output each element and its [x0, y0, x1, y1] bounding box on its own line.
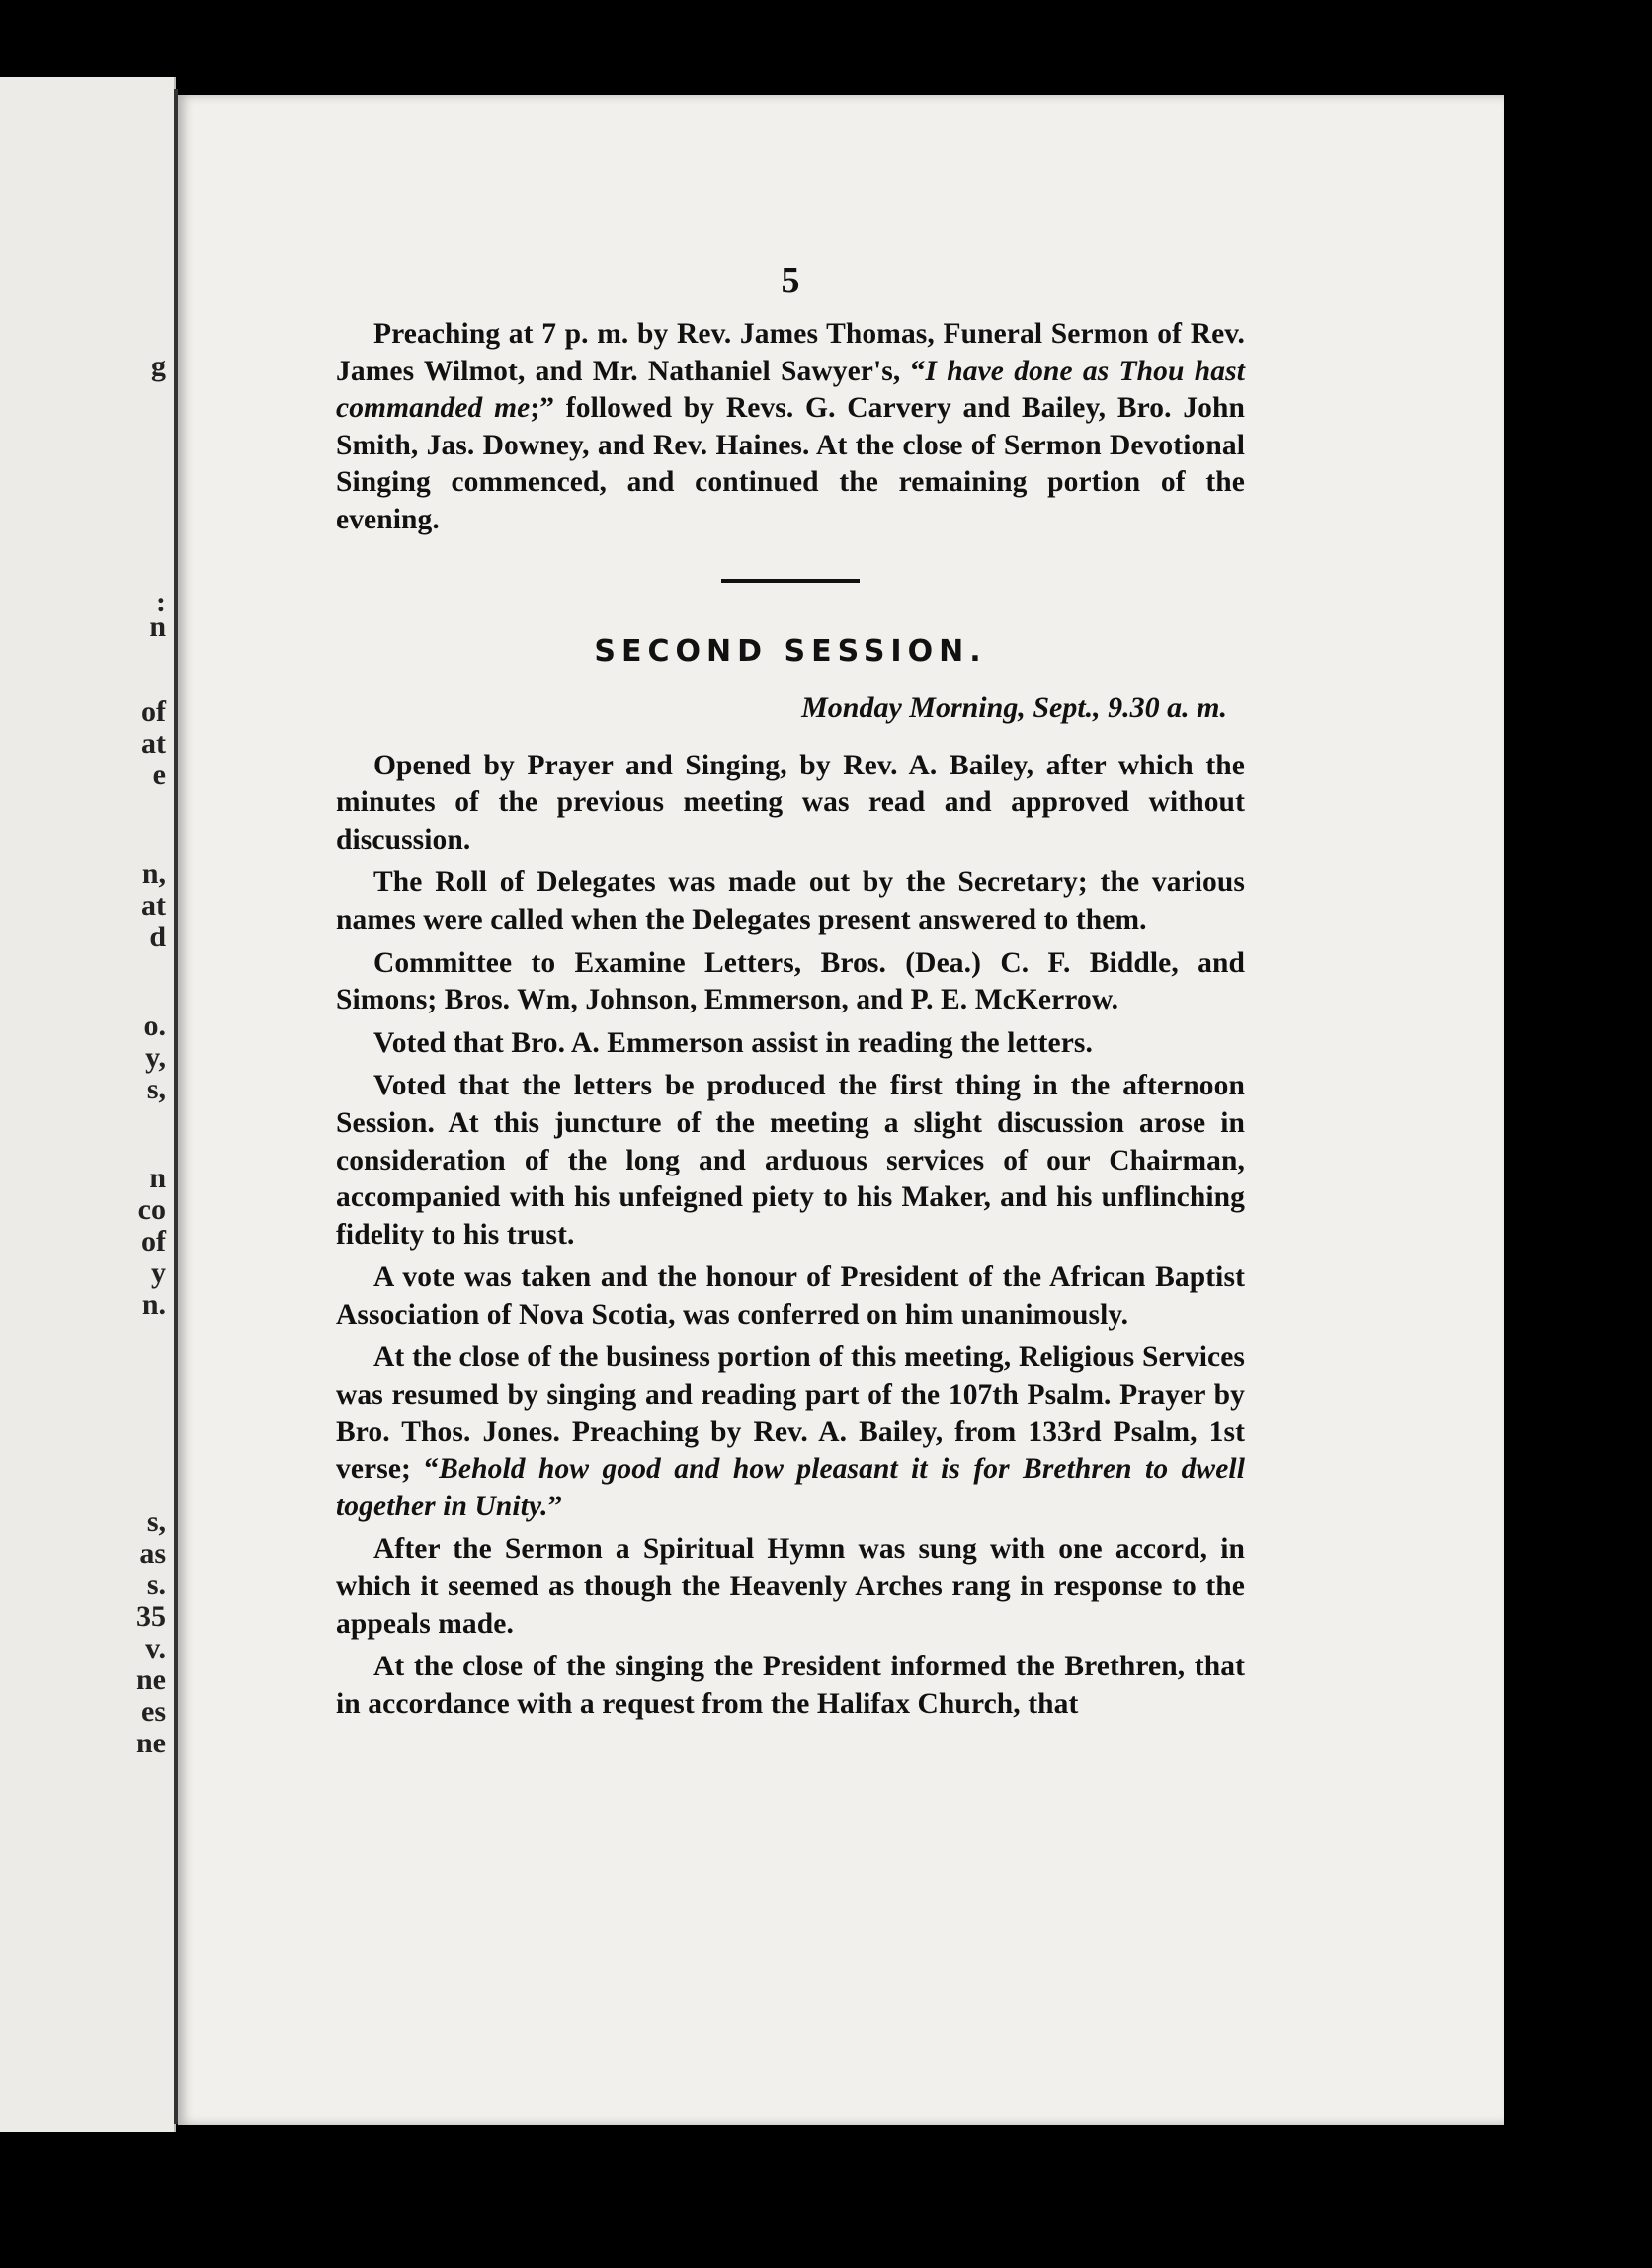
paragraph: Opened by Prayer and Singing, by Rev. A. Bailey, after which the minutes of the previous meeting was read and approved without discussion. [336, 749, 1245, 855]
fragment: at [141, 727, 166, 760]
fragment: e [152, 759, 166, 791]
fragment: n. [141, 1288, 166, 1321]
fragment: at [141, 889, 166, 922]
session-heading: SECOND SESSION. [594, 633, 987, 669]
text-run: At the close of the business portion of this meeting, Religious Services was resumed by singing and reading part of the 107th Psalm. Prayer by Bro. Thos. Jones. Preaching by Rev. A. Bailey, from 133rd Psalm, 1st verse; “ [336, 1341, 1245, 1486]
text-run: ” [547, 1490, 563, 1522]
paragraph-funeral-sermon [336, 316, 1245, 539]
section-divider [721, 579, 860, 583]
paragraph-psalm [336, 1339, 1245, 1525]
page-right [178, 95, 1504, 2125]
fragment: y [151, 1256, 166, 1289]
fragment: s, [146, 1073, 166, 1105]
fragment: co [137, 1193, 166, 1226]
fragment: o. [143, 1010, 166, 1042]
fragment: y, [145, 1041, 166, 1074]
page-number: 5 [781, 260, 800, 301]
facing-page-left [0, 77, 176, 2132]
session-dateline: Monday Morning, Sept., 9.30 a. m. [801, 690, 1227, 724]
fragment: s. [146, 1569, 166, 1601]
page-text-block [336, 261, 1245, 1729]
paragraph: Committee to Examine Letters, Bros. (Dea.) C. F. Biddle, and Simons; Bros. Wm, Johnson, Emmerson, and P. E. McKerrow. [336, 946, 1245, 1016]
fragment: ne [136, 1727, 166, 1759]
text-run: Preaching at 7 p. m. by Rev. James Thomas, Funeral Sermon of Rev. James Wilmot, and Mr. Nathaniel Sawyer's, “ [336, 318, 1245, 387]
fragment: 35 [136, 1600, 166, 1633]
fragment: ne [136, 1663, 166, 1696]
fragment: es [141, 1695, 166, 1728]
paragraph: After the Sermon a Spiritual Hymn was sung with one accord, in which it seemed as though the Heavenly Arches rang in response to the appeals made. [336, 1533, 1245, 1640]
fragment: s, [146, 1505, 166, 1538]
fragment: : [156, 586, 166, 618]
fragment: d [149, 921, 166, 953]
fragment: n [149, 1162, 166, 1194]
quoted-text: I have done as Thou hast commanded me [336, 355, 1246, 425]
paragraph: A vote was taken and the honour of President of the African Baptist Association of Nova Scotia, was conferred on him unanimously. [336, 1261, 1245, 1331]
paragraph: The Roll of Delegates was made out by the Secretary; the various names were called when the Delegates present answered to them. [336, 866, 1245, 935]
fragment: g [151, 350, 166, 382]
paragraph: Voted that the letters be produced the first thing in the afternoon Session. At this juncture of the meeting a slight discussion arose in consideration of the long and arduous services of our Chairman, accompanied with his unfeigned piety to his Maker, and his unflinching fidelity to his trust. [336, 1070, 1245, 1251]
fragment: as [139, 1537, 166, 1570]
fragment: of [141, 1225, 166, 1257]
quoted-text: Behold how good and how pleasant it is for Brethren to dwell together in Unity. [336, 1453, 1245, 1522]
paragraph: Voted that Bro. A. Emmerson assist in reading the letters. [373, 1026, 1093, 1059]
paragraph: At the close of the singing the President informed the Brethren, that in accordance with a request from the Halifax Church, that [336, 1651, 1245, 1720]
fragment: of [141, 695, 166, 728]
fragment: n [149, 610, 166, 643]
text-run: ;” followed by Revs. G. Carvery and Bailey, Bro. John Smith, Jas. Downey, and Rev. Haines. At the close of Sermon Devotional Singing commenced, and continued the remaining portion of the evening. [336, 392, 1245, 535]
fragment: v. [145, 1632, 166, 1664]
fragment: n, [141, 857, 166, 890]
